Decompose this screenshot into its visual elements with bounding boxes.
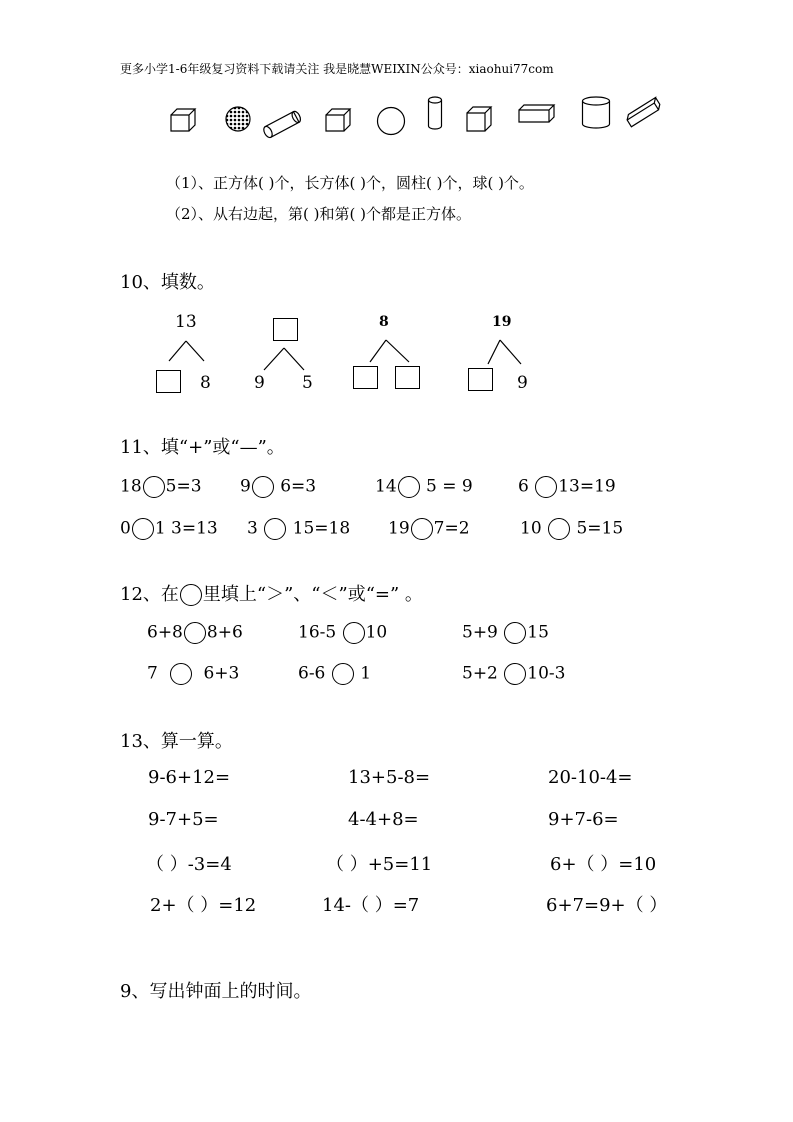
q12-title: 12、在 里填上“＞”、“＜”或“=” 。 (120, 584, 423, 605)
calc-item[interactable]: 14-（ ）=7 (322, 895, 420, 916)
answer-circle[interactable] (548, 518, 570, 540)
page-header: 更多小学1-6年级复习资料下载请关注 我是晓慧WEIXIN公众号：xiaohui77com (120, 62, 554, 76)
equation: 14 5 = 9 (375, 476, 473, 497)
cube-icon (325, 108, 353, 132)
equation: 6 13=19 (518, 476, 616, 497)
equation: 10 5=15 (520, 518, 624, 539)
calc-item[interactable]: 6+（ ）=10 (550, 854, 657, 875)
calc-item[interactable]: 9-7+5= (148, 809, 219, 830)
answer-box[interactable] (353, 366, 378, 389)
equation: 19 7=2 (388, 518, 470, 539)
tree-branches (487, 339, 523, 365)
answer-circle[interactable] (332, 663, 354, 685)
answer-circle[interactable] (504, 622, 526, 644)
calc-item[interactable]: （ ）+5=11 (326, 854, 433, 875)
tree-top-value: 13 (175, 312, 197, 332)
tree-left-value: 9 (254, 373, 265, 393)
tree-branches (263, 347, 305, 371)
answer-circle[interactable] (184, 622, 206, 644)
cuboid-tilted-icon (624, 96, 664, 130)
tree-top-value: 19 (492, 314, 512, 330)
shapes-question-1: （1）、正方体( )个，长方体( )个，圆柱( )个，球( )个。 (166, 174, 534, 192)
tree-top-value: 8 (379, 314, 389, 330)
answer-circle[interactable] (535, 476, 557, 498)
cylinder-lying-icon (262, 110, 304, 138)
answer-circle[interactable] (504, 663, 526, 685)
q10-title: 10、填数。 (120, 272, 215, 293)
calc-item[interactable]: 9+7-6= (548, 809, 619, 830)
answer-circle[interactable] (170, 663, 192, 685)
answer-circle[interactable] (398, 476, 420, 498)
tree-right-value: 5 (302, 373, 313, 393)
equation: 3 15=18 (247, 518, 351, 539)
q13-title: 13、算一算。 (120, 731, 233, 752)
answer-circle[interactable] (252, 476, 274, 498)
comparison: 6-6 1 (298, 663, 372, 684)
cylinder-thin-icon (427, 96, 443, 130)
calc-item[interactable]: （ ）-3=4 (146, 854, 232, 875)
calc-item[interactable]: 4-4+8= (348, 809, 419, 830)
comparison: 7 6+3 (147, 663, 240, 684)
cuboid-icon (518, 104, 556, 124)
answer-box[interactable] (156, 370, 181, 393)
cube-icon (466, 106, 494, 132)
shapes-question-2: （2）、从右边起，第( )和第( )个都是正方体。 (166, 205, 471, 223)
answer-circle[interactable] (143, 476, 165, 498)
answer-box[interactable] (273, 318, 298, 341)
answer-box[interactable] (395, 366, 420, 389)
answer-circle[interactable] (264, 518, 286, 540)
calc-item[interactable]: 13+5-8= (348, 767, 431, 788)
equation: 0 1 3=13 (120, 518, 218, 539)
comparison: 6+8 8+6 (147, 622, 243, 643)
tree-branches (168, 340, 206, 362)
answer-box[interactable] (468, 368, 493, 391)
cylinder-icon (581, 96, 611, 130)
q9-title: 9、写出钟面上的时间。 (120, 981, 312, 1002)
q11-title: 11、填“+”或“—”。 (120, 437, 285, 458)
answer-circle[interactable] (132, 518, 154, 540)
tree-branches (369, 339, 411, 363)
comparison: 5+2 10-3 (462, 663, 566, 684)
comparison: 16-5 10 (298, 622, 388, 643)
tree-right-value: 8 (200, 373, 211, 393)
tree-right-value: 9 (517, 373, 528, 393)
calc-item[interactable]: 2+（ ）=12 (150, 895, 257, 916)
equation: 9 6=3 (240, 476, 317, 497)
answer-circle[interactable] (343, 622, 365, 644)
cube-icon (170, 108, 198, 132)
equation: 18 5=3 (120, 476, 202, 497)
calc-item[interactable]: 20-10-4= (548, 767, 633, 788)
ball-icon (225, 106, 251, 132)
circle-icon (180, 584, 202, 606)
answer-circle[interactable] (411, 518, 433, 540)
calc-item[interactable]: 9-6+12= (148, 767, 231, 788)
calc-item[interactable]: 6+7=9+（ ） (546, 895, 668, 916)
sphere-icon (376, 106, 406, 136)
comparison: 5+9 15 (462, 622, 549, 643)
